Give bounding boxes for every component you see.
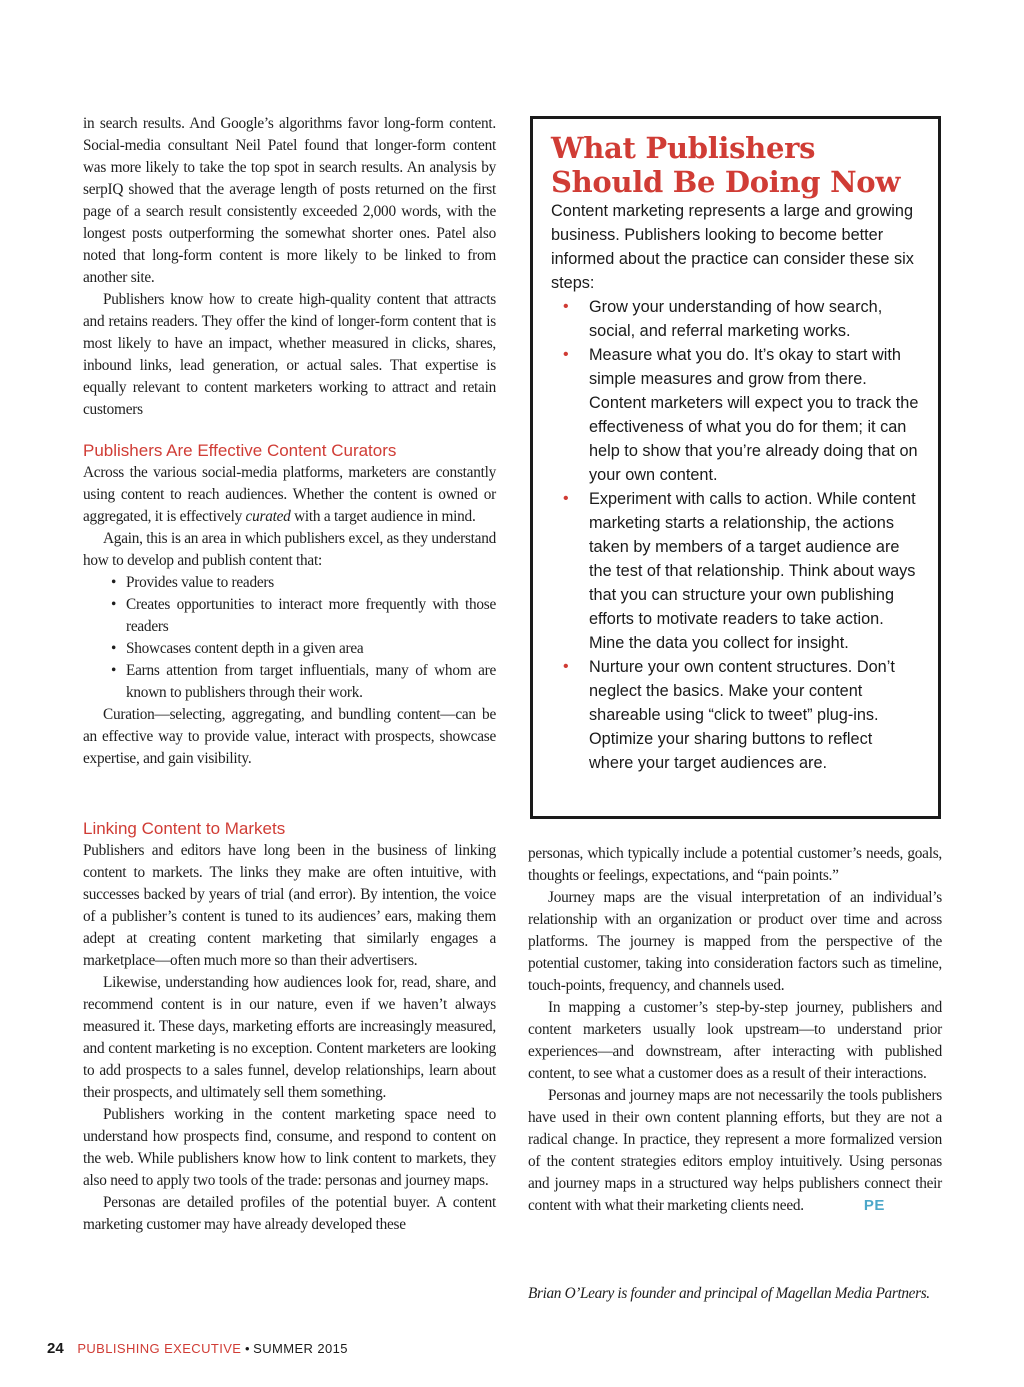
footer-separator: •	[244, 1341, 250, 1356]
right-column-bottom	[528, 843, 942, 1217]
pe-end-mark: PE	[863, 1197, 885, 1214]
body-paragraph: Publishers know how to create high-quality content that attracts and retains readers. They offer the kind of longer-form content that is most likely to have an impact, whether measured in clicks, shares, inbound links, lead generation, or actual sales. That expertise is equally relevant to content marketers working to attract and retain customers	[83, 291, 496, 418]
list-item-text: Earns attention from target influentials, many of whom are known to publishers through their work.	[126, 662, 496, 701]
sidebar-title	[551, 131, 920, 199]
body-paragraph: Publishers working in the content marketing space need to understand how prospects find, consume, and respond to content on the web. While publishers know how to link content to markets, they also need to apply two tools of the trade: personas and journey maps.	[83, 1106, 496, 1189]
body-paragraph	[83, 462, 496, 528]
body-paragraph: Personas are detailed profiles of the potential buyer. A content marketing customer may have already developed these	[83, 1194, 496, 1233]
sidebar-list-item	[563, 487, 920, 655]
sidebar-list-item-text: Nurture your own content structures. Don’t neglect the basics. Make your content shareable using “click to tweet” plug-ins. Optimize your sharing buttons to reflect where your target audiences are.	[589, 658, 895, 772]
emphasis-curated: curated	[245, 508, 291, 525]
list-item	[109, 638, 496, 660]
body-paragraph: In mapping a customer’s step-by-step journey, publishers and content marketers usually look upstream—to understand prior experiences—and downstream, after interacting with published content, to see what a customer does as a result of their interactions.	[528, 999, 942, 1082]
bullet-icon: •	[563, 658, 569, 675]
left-column-top	[83, 113, 496, 770]
left-column-bottom	[83, 818, 496, 1236]
list-item-text: Provides value to readers	[126, 574, 274, 591]
bullet-icon: •	[111, 574, 117, 591]
body-paragraph: Publishers and editors have long been in the business of linking content to markets. The links they make are often intuitive, with successes backed by years of trial (and error). By intention, the voice of a publisher’s content is tuned to its audiences’ ears, making them adept at creating content marketing that similarly engages a marketplace—often much more so than their advertisers.	[83, 842, 496, 969]
sidebar-box	[530, 116, 941, 819]
sidebar-list-item	[563, 295, 920, 343]
text-run: with a target audience in mind.	[290, 508, 476, 525]
sidebar-list-item	[563, 343, 920, 487]
sidebar-steps-list	[551, 295, 920, 775]
body-paragraph	[528, 1085, 942, 1217]
bullet-icon: •	[111, 662, 117, 679]
sidebar-list-item-text: Experiment with calls to action. While content marketing starts a relationship, the actions taken by members of a target audience are the test of that relationship. Think about ways that you can structure your own publishing efforts to motivate readers to take action. Mine the data you collect for insight.	[589, 490, 916, 652]
list-item	[109, 572, 496, 594]
body-paragraph: Journey maps are the visual interpretation of an individual’s relationship with an organization or product over time and across platforms. The journey is mapped from the perspective of the potential customer, taking into consideration factors such as timeline, touch-points, frequency, and channels used.	[528, 889, 942, 994]
text-run: Across the various social-media platforms, marketers are constantly using content to reach audiences. Whether the content is owned or aggregated, it is effectively	[83, 464, 496, 525]
text-run: Personas and journey maps are not necessarily the tools publishers have used in their own content planning efforts, but they are not a radical change. In practice, they represent a more formalized version of the content strategies editors employ intuitively. Using personas and journey maps in a structured way helps publishers connect their content with what their marketing clients need.	[528, 1087, 942, 1214]
sidebar-list-item-text: Grow your understanding of how search, social, and referral marketing works.	[589, 298, 883, 340]
bullet-icon: •	[563, 346, 569, 363]
body-paragraph: Likewise, understanding how audiences look for, read, share, and recommend content is in our nature, even if we haven’t always measured it. These days, marketing efforts are increasingly measured, and content marketing is no exception. Content marketers are looking to add prospects to a sales funnel, develop relationships, learn about their prospects, and ultimately sell them something.	[83, 974, 496, 1101]
list-item	[109, 660, 496, 704]
body-paragraph: Curation—selecting, aggregating, and bundling content—can be an effective way to provide value, interact with prospects, showcase expertise, and gain visibility.	[83, 706, 496, 767]
sidebar-list-item-text: Measure what you do. It’s okay to start with simple measures and grow from there. Content marketers will expect you to track the effectiveness of what you do for them; it can help to show that you’re already doing that on your own content.	[589, 346, 919, 484]
list-item-text: Creates opportunities to interact more frequently with those readers	[126, 596, 496, 635]
sidebar-list-item	[563, 655, 920, 775]
list-item	[109, 594, 496, 638]
issue-label: SUMMER 2015	[253, 1341, 348, 1356]
page-footer	[47, 1340, 348, 1357]
body-paragraph: Again, this is an area in which publishers excel, as they understand how to develop and publish content that:	[83, 530, 496, 569]
body-paragraph: in search results. And Google’s algorithms favor long-form content. Social-media consultant Neil Patel found that longer-form content was more likely to take the top spot in search results. An analysis by serpIQ showed that the average length of posts returned on the first page of a search result consistently exceeded 2,000 words, with the longest posts outperforming the somewhat shorter ones. Patel also noted that long-form content is more likely to be linked to from another site.	[83, 115, 496, 286]
bullet-icon: •	[111, 640, 117, 657]
bullet-icon: •	[563, 490, 569, 507]
magazine-name: PUBLISHING EXECUTIVE	[77, 1341, 242, 1356]
author-bio: Brian O’Leary is founder and principal of Magellan Media Partners.	[528, 1285, 930, 1302]
section-heading-linking: Linking Content to Markets	[83, 819, 286, 838]
curation-bullet-list	[83, 572, 496, 704]
sidebar-title-line: What Publishers	[551, 131, 816, 165]
page-number: 24	[47, 1340, 64, 1357]
bullet-icon: •	[111, 596, 117, 613]
sidebar-title-line: Should Be Doing Now	[551, 165, 900, 199]
sidebar-intro: Content marketing represents a large and growing business. Publishers looking to become better informed about the practice can consider these six steps:	[551, 202, 914, 292]
list-item-text: Showcases content depth in a given area	[126, 640, 364, 657]
section-heading-curators: Publishers Are Effective Content Curators	[83, 441, 397, 460]
bullet-icon: •	[563, 298, 569, 315]
body-paragraph: personas, which typically include a potential customer’s needs, goals, thoughts or feelings, expectations, and “pain points.”	[528, 845, 942, 884]
